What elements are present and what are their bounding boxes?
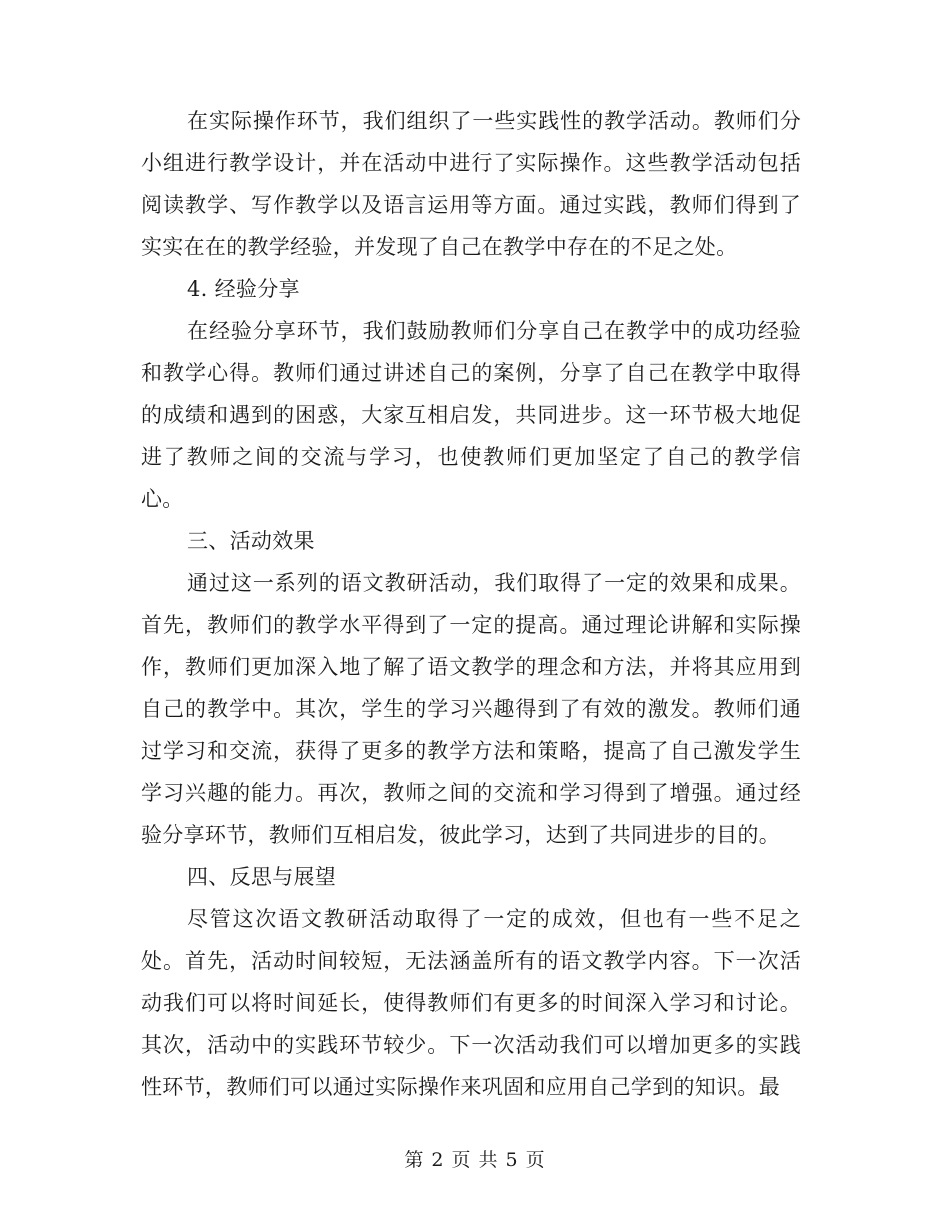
page-number-footer: 第 2 页 共 5 页 [404, 1149, 546, 1171]
section-heading-reflection: 四、反思与展望 [187, 865, 337, 889]
document-body [141, 100, 801, 1108]
paragraph-experience-sharing: 在经验分享环节，我们鼓励教师们分享自己在教学中的成功经验和教学心得。教师们通过讲述自己的案例，分享了自己在教学中取得的成绩和遇到的困惑，大家互相启发，共同进步。这一环节极大地促进了教师之间的交流与学习，也使教师们更加坚定了自己的教学信心。 [141, 319, 801, 511]
paragraph-reflection: 尽管这次语文教研活动取得了一定的成效，但也有一些不足之处。首先，活动时间较短，无法涵盖所有的语文教学内容。下一次活动我们可以将时间延长，使得教师们有更多的时间深入学习和讨论。其次，活动中的实践环节较少。下一次活动我们可以增加更多的实践性环节，教师们可以通过实际操作来巩固和应用自己学到的知识。最 [141, 907, 801, 1099]
paragraph-activity-effect: 通过这一系列的语文教研活动，我们取得了一定的效果和成果。首先，教师们的教学水平得到了一定的提高。通过理论讲解和实际操作，教师们更加深入地了解了语文教学的理念和方法，并将其应用到自己的教学中。其次，学生的学习兴趣得到了有效的激发。教师们通过学习和交流，获得了更多的教学方法和策略，提高了自己激发学生学习兴趣的能力。再次，教师之间的交流和学习得到了增强。通过经验分享环节，教师们互相启发，彼此学习，达到了共同进步的目的。 [141, 571, 801, 847]
paragraph-practical-operation: 在实际操作环节，我们组织了一些实践性的教学活动。教师们分小组进行教学设计，并在活动中进行了实际操作。这些教学活动包括阅读教学、写作教学以及语言运用等方面。通过实践，教师们得到了实实在在的教学经验，并发现了自己在教学中存在的不足之处。 [141, 109, 801, 259]
section-heading-experience-sharing: 4. 经验分享 [187, 277, 300, 301]
section-heading-activity-effect: 三、活动效果 [187, 529, 315, 553]
